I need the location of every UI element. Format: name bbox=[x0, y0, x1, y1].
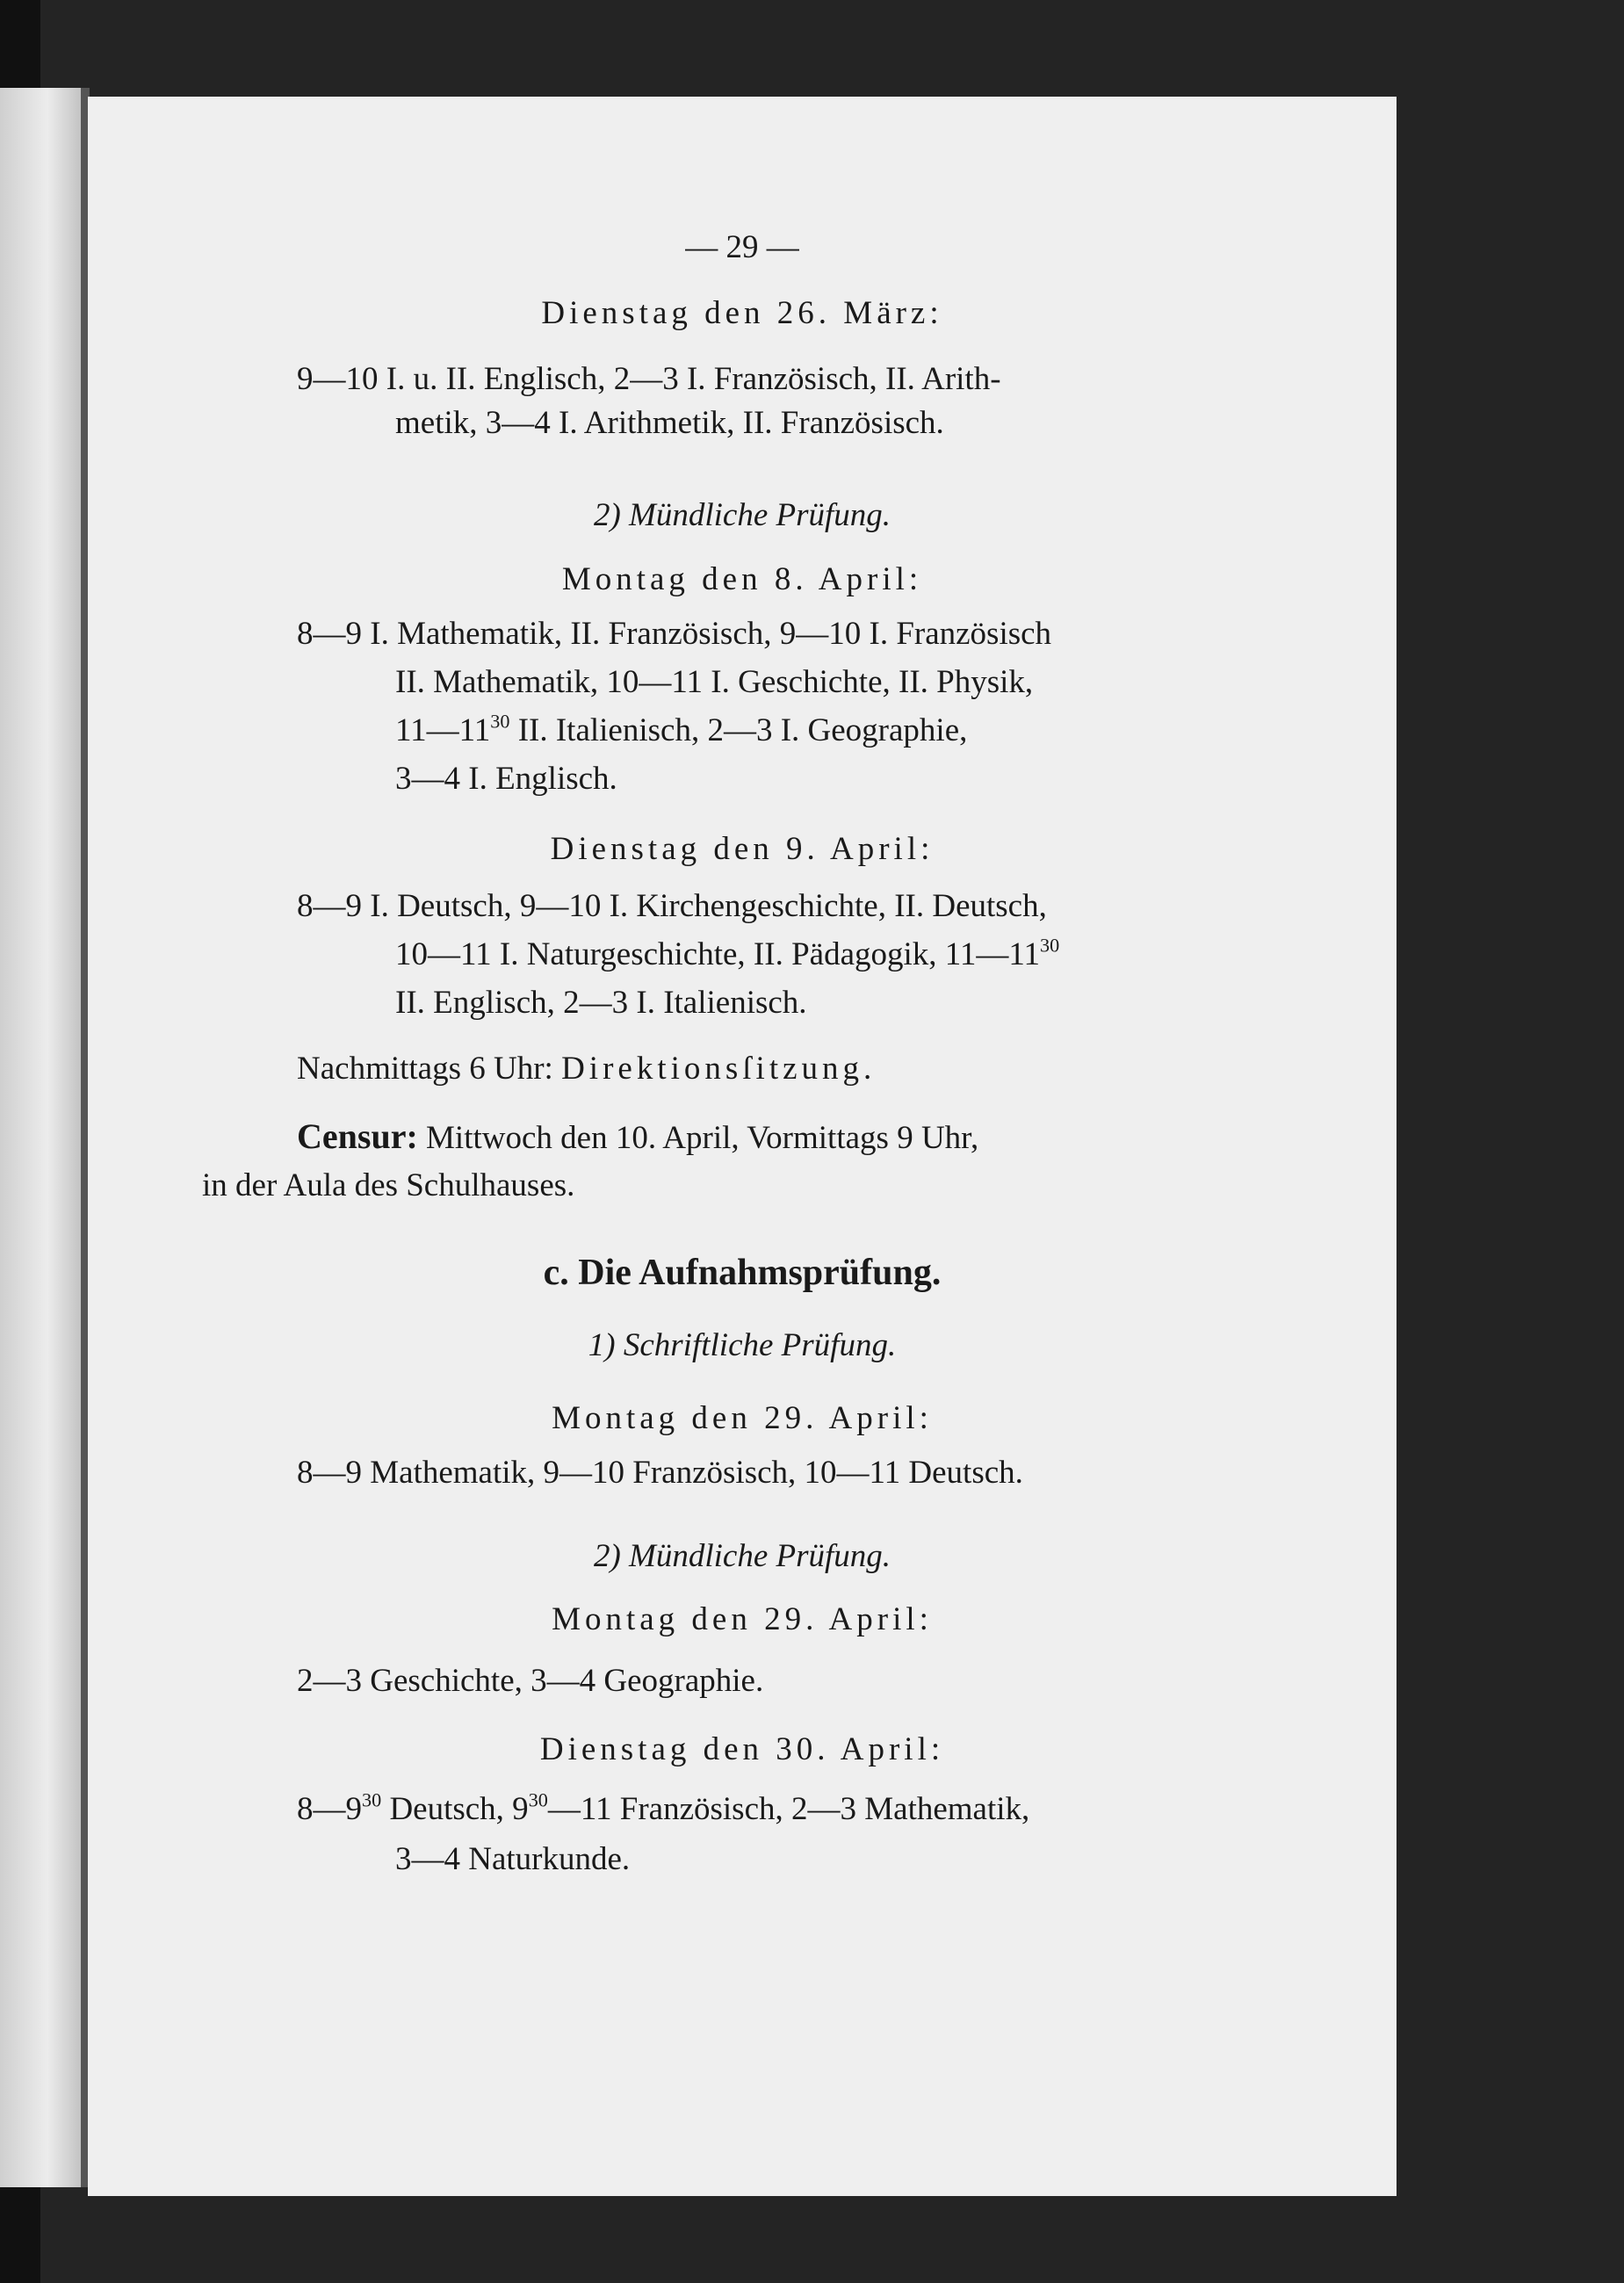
text-fragment: II. Italienisch, 2—3 I. Geographie, bbox=[509, 712, 968, 748]
document-page bbox=[88, 97, 1397, 2196]
text-line: 8—9 Mathematik, 9—10 Französisch, 10—11 Deutsch. bbox=[297, 1455, 1023, 1491]
text-line bbox=[395, 936, 1059, 973]
text-fragment: 8—9 bbox=[297, 1791, 362, 1827]
text-line: II. Englisch, 2—3 I. Italienisch. bbox=[395, 985, 807, 1021]
text-line: metik, 3—4 I. Arithmetik, II. Französisch. bbox=[395, 405, 944, 441]
text-line: 2—3 Geschichte, 3—4 Geographie. bbox=[297, 1663, 764, 1699]
facing-page-edge bbox=[0, 88, 86, 2187]
text-fragment: Direktionsſitzung. bbox=[561, 1051, 877, 1087]
heading-muendliche-pruefung: 2) Mündliche Prüfung. bbox=[593, 497, 891, 533]
text-fragment: Deutsch, 9 bbox=[381, 1791, 529, 1827]
text-line: 3—4 Naturkunde. bbox=[395, 1841, 631, 1877]
heading-montag-8: Montag den 8. April: bbox=[561, 561, 923, 597]
heading-dienstag-30: Dienstag den 30. April: bbox=[539, 1731, 945, 1767]
text-fragment: —11 Französisch, 2—3 Mathematik, bbox=[547, 1791, 1030, 1827]
heading-aufnahmspruefung: c. Die Aufnahmsprüfung. bbox=[543, 1253, 942, 1293]
heading-dienstag-26: Dienstag den 26. März: bbox=[541, 295, 943, 331]
heading-dienstag-9: Dienstag den 9. April: bbox=[550, 831, 935, 867]
superscript: 30 bbox=[490, 710, 510, 733]
text-line: II. Mathematik, 10—11 I. Geschichte, II. Physik, bbox=[395, 664, 1034, 700]
censur-label: Censur: bbox=[297, 1116, 418, 1156]
superscript: 30 bbox=[1040, 934, 1060, 957]
text-line: 8—9 I. Deutsch, 9—10 I. Kirchengeschichte, II. Deutsch, bbox=[297, 888, 1047, 924]
text-line: 3—4 I. Englisch. bbox=[395, 761, 617, 797]
text-fragment: 10—11 I. Naturgeschichte, II. Pädagogik, 11—11 bbox=[395, 936, 1041, 972]
text-line bbox=[297, 1790, 1029, 1828]
page-number: — 29 — bbox=[685, 229, 799, 265]
heading-muendliche-pruefung-2: 2) Mündliche Prüfung. bbox=[593, 1538, 891, 1574]
text-fragment: Nachmittags 6 Uhr: bbox=[297, 1051, 553, 1087]
text-fragment: Mittwoch den 10. April, Vormittags 9 Uhr, bbox=[426, 1120, 979, 1156]
censur-line bbox=[297, 1116, 978, 1157]
superscript: 30 bbox=[362, 1788, 382, 1811]
heading-montag-29-b: Montag den 29. April: bbox=[552, 1601, 933, 1637]
heading-schriftliche-pruefung: 1) Schriftliche Prüfung. bbox=[588, 1327, 897, 1363]
superscript: 30 bbox=[528, 1788, 548, 1811]
text-fragment: 11—11 bbox=[395, 712, 491, 748]
text-line: in der Aula des Schulhauses. bbox=[202, 1167, 575, 1203]
heading-montag-29-a: Montag den 29. April: bbox=[552, 1400, 933, 1436]
text-line: 9—10 I. u. II. Englisch, 2—3 I. Französisch, II. Arith- bbox=[297, 361, 1001, 397]
text-line bbox=[395, 712, 967, 749]
text-line: 8—9 I. Mathematik, II. Französisch, 9—10 I. Französisch bbox=[297, 616, 1052, 652]
nachmittags-line bbox=[297, 1050, 876, 1087]
